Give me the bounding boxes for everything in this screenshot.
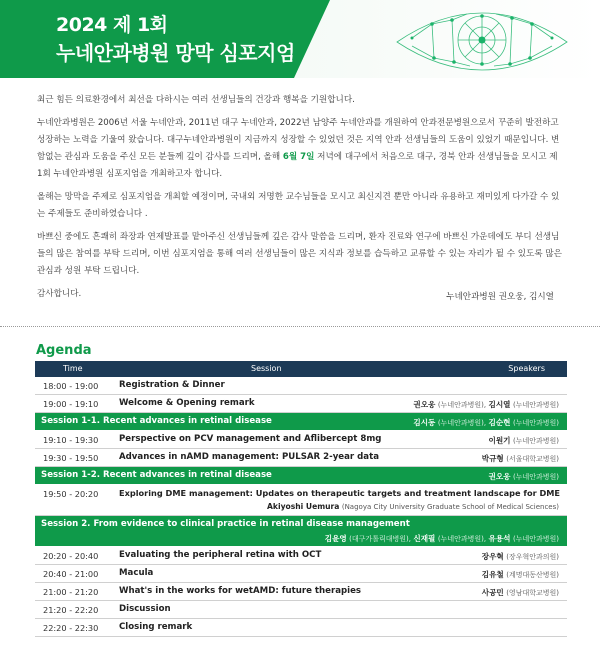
session-header-row <box>35 413 567 431</box>
chair-affiliation: (누네안과병원) <box>512 535 559 543</box>
chair-name: 권오웅 <box>488 472 511 481</box>
chair-name: 유용석 <box>488 534 511 543</box>
row-session: Advances in nAMD management: PULSAR 2-year data <box>119 452 380 462</box>
signature: 누네안과병원 권오웅, 김시열 <box>446 292 554 302</box>
chair-affiliation: (누네안과병원) <box>512 473 559 481</box>
speaker-affiliation: (계명대동산병원) <box>506 571 559 579</box>
event-date-highlight: 6월 7일 <box>282 152 315 162</box>
chair-affiliation: (대구가톨릭대병원), <box>349 535 411 543</box>
header-banner <box>0 0 600 78</box>
session-chairs <box>489 471 559 482</box>
row-time: 19:00 - 19:10 <box>43 399 99 409</box>
speaker-affiliation: (누네안과병원) <box>512 401 559 409</box>
dotted-divider <box>0 326 600 327</box>
chair-name: 김윤영 <box>324 534 347 543</box>
row-session: Welcome & Opening remark <box>119 398 255 408</box>
table-row <box>35 395 567 413</box>
table-row <box>35 565 567 583</box>
row-session: Evaluating the peripheral retina with OCT <box>119 550 322 560</box>
chair-name: 김시동 <box>413 418 436 427</box>
letter-paragraph-2 <box>37 115 562 183</box>
speaker-affiliation: (Nagoya City University Graduate School of Medical Sciences) <box>341 503 559 511</box>
row-time: 19:50 - 20:20 <box>43 489 99 499</box>
table-row <box>35 485 567 516</box>
speaker-affiliation: (장우혁안과의원) <box>506 553 559 561</box>
title-line-1: 2024 제 1회 <box>56 14 168 36</box>
network-eye-icon <box>392 2 572 76</box>
speaker-name: 박규형 <box>481 454 504 463</box>
chair-name: 김순현 <box>488 418 511 427</box>
table-row <box>35 583 567 601</box>
letter-paragraph-1: 최근 힘든 의료환경에서 최선을 다하시는 여러 선생님들의 건강과 행복을 기원합니다. <box>37 95 355 105</box>
row-session: Registration & Dinner <box>119 380 225 390</box>
session-title: Session 2. From evidence to clinical practice in retinal disease management <box>41 519 410 529</box>
table-row <box>35 547 567 565</box>
session-header-row <box>35 516 567 547</box>
speaker-name: 사공민 <box>481 588 504 597</box>
speaker-name: Akiyoshi Uemura <box>267 502 340 511</box>
row-time: 18:00 - 19:00 <box>43 381 99 391</box>
letter-p2-text-a: 누네안과병원은 2006년 서울 누네안과, 2011년 대구 누네안과, 2022년 남양주 누네안과를 개원하여 안과전문병원으로서 꾸준히 발전하고 성장하는 노력을 기울여 왔습니다. 대구누네안과병원이 지금까지 성장할 수 있었던 것은 지역 안과 선생님들의 도움이 있었기 때문입니다. 변함없는 관심과 도움을 주신 모든 분들께 깊이 감사를 드리며, 올해 <box>37 118 560 162</box>
speaker-name: 김유철 <box>481 570 504 579</box>
table-row <box>35 619 567 637</box>
speaker-affiliation: (누네안과병원) <box>512 437 559 445</box>
row-session: Discussion <box>119 604 171 614</box>
table-row <box>35 449 567 467</box>
header-time: Time <box>63 364 83 373</box>
session-chairs <box>413 417 559 428</box>
letter-paragraph-3: 올해는 망막을 주제로 심포지엄을 개최할 예정이며, 국내외 저명한 교수님들을 모시고 최신지견 뿐만 아니라 유용하고 재미있게 다가갈 수 있는 주제들도 준비하였습니다 . <box>37 192 560 219</box>
row-speakers <box>489 435 559 446</box>
row-time: 21:20 - 22:20 <box>43 605 99 615</box>
row-time: 20:40 - 21:00 <box>43 569 99 579</box>
row-time: 21:00 - 21:20 <box>43 587 99 597</box>
header-speakers: Speakers <box>508 364 545 373</box>
letter-paragraph-4: 바쁘신 중에도 흔쾌히 좌장과 연제발표를 맡아주신 선생님들께 깊은 감사 말씀을 드리며, 환자 진료와 연구에 바쁘신 가운데에도 부디 선생님들의 많은 참여를 부탁 드리며, 이번 심포지엄을 통해 여러 선생님들이 많은 지식과 정보를 습득하고 교류할 수 있는 자리가 될 수 있도록 많은 관심과 성원 부탁 드립니다. <box>37 232 562 276</box>
row-session: Exploring DME management: Updates on therapeutic targets and treatment landscape for DME <box>119 488 560 498</box>
chair-affiliation: (누네안과병원), <box>437 535 487 543</box>
row-session: Perspective on PCV management and Aflibercept 8mg <box>119 434 382 444</box>
chair-name: 신재필 <box>413 534 436 543</box>
row-time: 19:10 - 19:30 <box>43 435 99 445</box>
greeting-letter <box>37 92 562 309</box>
row-speakers <box>482 453 559 464</box>
speaker-name: 이원기 <box>488 436 511 445</box>
session-header-row <box>35 467 567 485</box>
chair-affiliation: (누네안과병원) <box>512 419 559 427</box>
row-speakers <box>482 569 559 580</box>
row-time: 19:30 - 19:50 <box>43 453 99 463</box>
agenda-table-header <box>35 361 567 377</box>
letter-p2-text-b: 저녁에 대구에서 처음으로 대구, 경북 안과 선생님들을 모시고 제 1회 누네안과병원 심포지엄을 개최하고자 합니다. <box>37 152 558 179</box>
table-row <box>35 601 567 619</box>
session-chairs <box>325 533 559 544</box>
row-speakers <box>267 502 559 511</box>
row-time: 20:20 - 20:40 <box>43 551 99 561</box>
agenda-table <box>35 361 567 637</box>
row-time: 22:20 - 22:30 <box>43 623 99 633</box>
row-speakers <box>482 551 559 562</box>
row-session: Closing remark <box>119 622 193 632</box>
speaker-affiliation: (서울대학교병원) <box>506 455 559 463</box>
row-session: What's in the works for wetAMD: future therapies <box>119 586 362 596</box>
speaker-name: 장우혁 <box>481 552 504 561</box>
speaker-name: 김시열 <box>488 400 511 409</box>
table-row <box>35 377 567 395</box>
session-title: Session 1-1. Recent advances in retinal disease <box>41 416 272 426</box>
header-session: Session <box>251 364 282 373</box>
speaker-affiliation: (누네안과병원), <box>437 401 487 409</box>
chair-affiliation: (누네안과병원), <box>437 419 487 427</box>
speaker-affiliation: (영남대학교병원) <box>506 589 559 597</box>
table-row <box>35 431 567 449</box>
session-title: Session 1-2. Recent advances in retinal disease <box>41 470 272 480</box>
row-speakers <box>482 587 559 598</box>
title-line-2: 누네안과병원 망막 심포지엄 <box>56 41 295 65</box>
row-session: Macula <box>119 568 154 578</box>
speaker-name: 권오웅 <box>413 400 436 409</box>
row-speakers <box>413 399 559 410</box>
agenda-title: Agenda <box>36 343 92 358</box>
letter-paragraph-5: 감사합니다. <box>37 289 82 299</box>
